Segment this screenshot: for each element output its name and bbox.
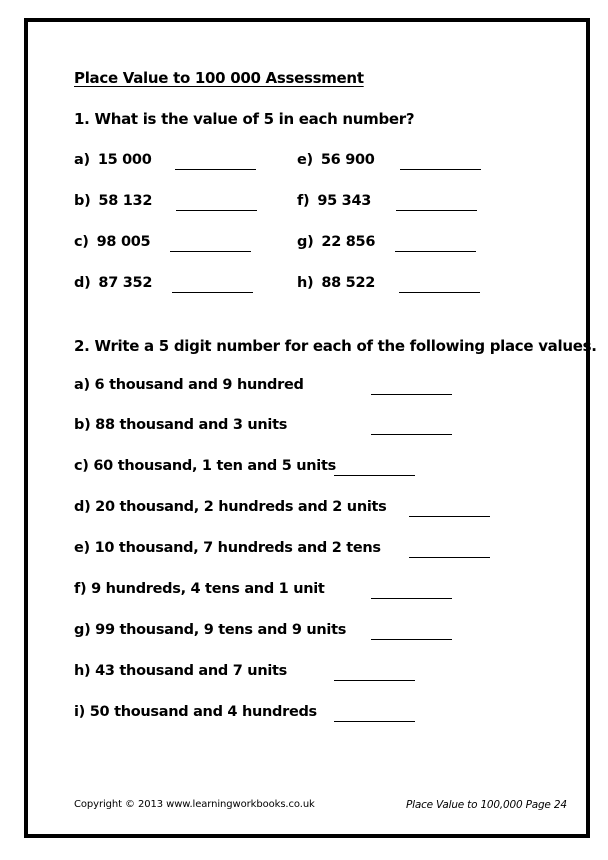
q1-item-label: d) [74, 275, 91, 291]
q2-item-c: c) 60 thousand, 1 ten and 5 units [74, 458, 336, 474]
q2-answer-blank-c[interactable] [334, 475, 415, 476]
question-1-prompt: 1. What is the value of 5 in each number? [74, 110, 415, 128]
q1-item-b [74, 193, 152, 209]
q1-item-label: h) [297, 275, 314, 291]
q2-answer-blank-a[interactable] [371, 394, 452, 395]
q1-item-f [297, 193, 371, 209]
q1-item-number: 98 005 [96, 234, 151, 250]
q2-item-f: f) 9 hundreds, 4 tens and 1 unit [74, 581, 325, 597]
q1-item-number: 58 132 [98, 193, 153, 209]
q1-answer-blank-a[interactable] [175, 169, 256, 170]
q1-answer-blank-d[interactable] [172, 292, 253, 293]
q2-answer-blank-d[interactable] [409, 516, 490, 517]
q2-item-i: i) 50 thousand and 4 hundreds [74, 704, 317, 720]
q1-item-d [74, 275, 152, 291]
q1-answer-blank-g[interactable] [395, 251, 476, 252]
q1-item-label: c) [74, 234, 89, 250]
q2-answer-blank-b[interactable] [371, 434, 452, 435]
q1-answer-blank-e[interactable] [400, 169, 481, 170]
q1-item-label: a) [74, 152, 90, 168]
q1-answer-blank-b[interactable] [176, 210, 257, 211]
q1-item-number: 22 856 [321, 234, 376, 250]
q2-item-a: a) 6 thousand and 9 hundred [74, 377, 304, 393]
q2-item-h: h) 43 thousand and 7 units [74, 663, 287, 679]
q2-answer-blank-h[interactable] [334, 680, 415, 681]
question-2-prompt: 2. Write a 5 digit number for each of the following place values. [74, 337, 597, 355]
q2-answer-blank-f[interactable] [371, 598, 452, 599]
q1-item-number: 56 900 [320, 152, 375, 168]
q1-item-c [74, 234, 150, 250]
q2-item-g: g) 99 thousand, 9 tens and 9 units [74, 622, 347, 638]
q1-item-label: e) [297, 152, 313, 168]
q2-answer-blank-g[interactable] [371, 639, 452, 640]
q1-item-a [74, 152, 152, 168]
q1-answer-blank-h[interactable] [399, 292, 480, 293]
q1-answer-blank-f[interactable] [396, 210, 477, 211]
q2-answer-blank-e[interactable] [409, 557, 490, 558]
q1-item-number: 88 522 [321, 275, 376, 291]
page-number-footer: Place Value to 100,000 Page 24 [406, 799, 567, 811]
q1-item-number: 95 343 [317, 193, 372, 209]
q2-item-b: b) 88 thousand and 3 units [74, 417, 288, 433]
q1-answer-blank-c[interactable] [170, 251, 251, 252]
q1-item-h [297, 275, 375, 291]
q1-item-label: b) [74, 193, 91, 209]
q2-item-d: d) 20 thousand, 2 hundreds and 2 units [74, 499, 387, 515]
q1-item-number: 15 000 [97, 152, 152, 168]
page-title: Place Value to 100 000 Assessment [74, 69, 364, 87]
q2-item-e: e) 10 thousand, 7 hundreds and 2 tens [74, 540, 381, 556]
q1-item-label: g) [297, 234, 314, 250]
q1-item-label: f) [297, 193, 310, 209]
q2-answer-blank-i[interactable] [334, 721, 415, 722]
q1-item-g [297, 234, 375, 250]
q1-item-e [297, 152, 375, 168]
q1-item-number: 87 352 [98, 275, 153, 291]
copyright-footer: Copyright © 2013 www.learningworkbooks.co.uk [74, 799, 315, 810]
